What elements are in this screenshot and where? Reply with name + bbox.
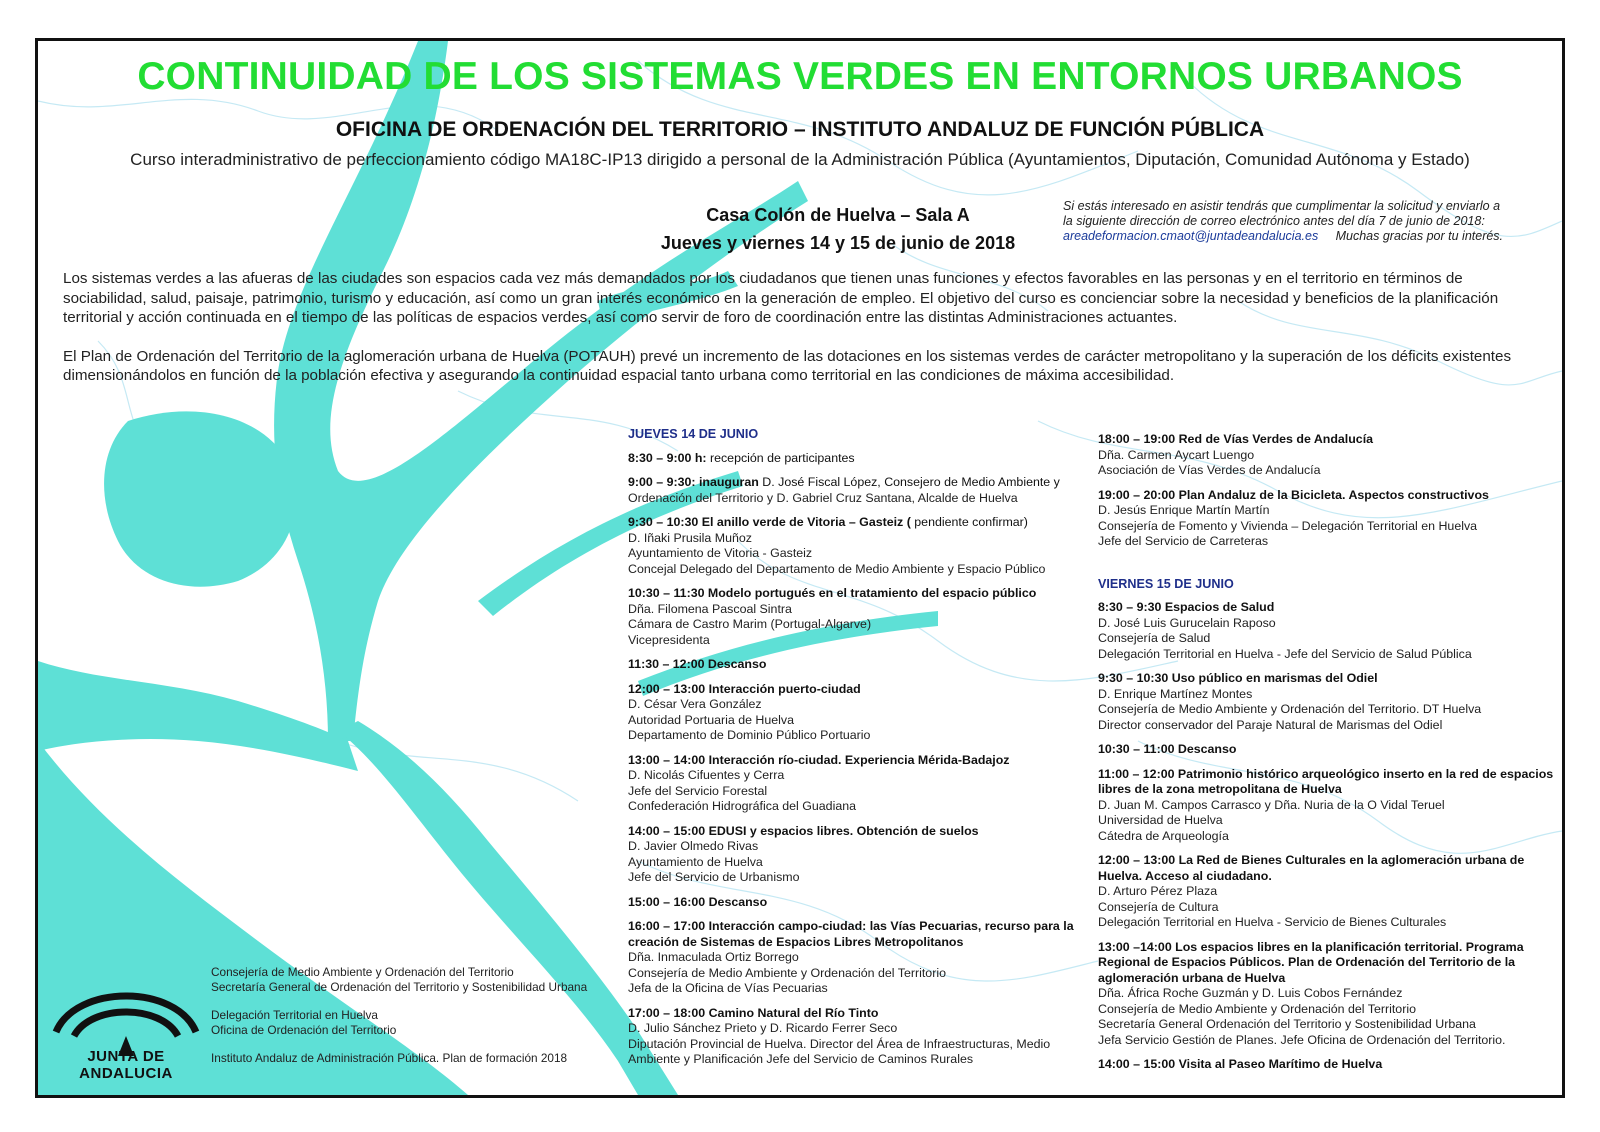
session-time-title: 12:00 – 13:00 Interacción puerto-ciudad [628,681,861,696]
session-speaker-line: Dña. Inmaculada Ortiz Borrego [628,950,799,964]
intro-paragraph-2: El Plan de Ordenación del Territorio de la aglomeración urbana de Huelva (POTAUH) prevé un incremento de las dotaciones en los sistemas verdes de carácter metropolitano y la superación de los déficits existentes dimensionándolos en función de la población efectiva y asegurando la continuidad espacial tanto urbana como territorial en las condiciones de máxima accesibilidad. [63,347,1512,384]
venue-block [608,201,1068,257]
session-title [628,515,1088,531]
session-item [628,753,1088,815]
day-heading-thursday: JUEVES 14 DE JUNIO [628,427,759,441]
session-item [628,657,1088,673]
footer-line-4: Oficina de Ordenación del Territorio [211,1023,397,1037]
session-title [628,475,1088,491]
session-title [628,657,1088,673]
session-time-title: 11:00 – 12:00 Patrimonio histórico arqueológico inserto en la red de espacios libres de la zona metropolitana de Huelva [1098,766,1554,796]
course-description: Curso interadministrativo de perfeccionamiento código MA18C-IP13 dirigido a personal de la Administración Pública (Ayuntamientos, Diputación, Comunidad Autónoma y Estado) [130,150,1470,169]
session-title [628,451,1088,467]
session-item [628,824,1088,886]
logo-wordmark: JUNTA DE ANDALUCIA [79,1048,173,1082]
notice-thanks: Muchas gracias por tu interés. [1335,229,1504,243]
session-time-title: 9:30 – 10:30 El anillo verde de Vitoria – Gasteiz ( [628,515,911,529]
session-title [1098,1057,1558,1073]
session-time-title: 8:30 – 9:00 h: [628,450,707,465]
session-item [1098,940,1558,1049]
session-item [628,475,1088,506]
session-item [1098,853,1558,931]
session-speaker-line: D. Javier Olmedo Rivas [628,839,759,853]
session-title [1098,488,1558,504]
session-title [1098,853,1558,884]
venue-place: Casa Colón de Huelva – Sala A [706,205,970,225]
session-speaker-line: Consejería de Fomento y Vivienda – Delegación Territorial en Huelva [1098,518,1478,533]
session-item [628,1006,1088,1068]
session-title [1098,432,1558,448]
session-item [1098,600,1558,662]
session-speaker-line: Asociación de Vías Verdes de Andalucía [1098,463,1321,477]
footer-line-5: Instituto Andaluz de Administración Pública. Plan de formación 2018 [211,1051,568,1065]
subtitle: OFICINA DE ORDENACIÓN DEL TERRITORIO – INSTITUTO ANDALUZ DE FUNCIÓN PÚBLICA [335,118,1265,141]
session-time-title: 17:00 – 18:00 Camino Natural del Río Tinto [628,1005,879,1020]
session-speaker-line: Diputación Provincial de Huelva. Director del Área de Infraestructuras, Medio Ambiente y Planificación Jefe del Servicio de Caminos Rurales [628,1036,1051,1066]
session-title [628,682,1088,698]
session-speaker-line: Jefe del Servicio Forestal [628,783,768,798]
day-heading-friday: VIERNES 15 DE JUNIO [1098,576,1234,591]
session-time-title: 15:00 – 16:00 Descanso [628,894,768,909]
session-speaker-line: Ayuntamiento de Vitoria - Gasteiz [628,546,813,560]
session-item [1098,488,1558,550]
session-title [628,753,1088,769]
session-speaker-line: Consejería de Medio Ambiente y Ordenación del Territorio. DT Huelva [1098,702,1482,716]
session-time-title: 10:30 – 11:30 Modelo portugués en el tratamiento del espacio público [628,586,1037,600]
session-speaker-line: Consejería de Medio Ambiente y Ordenación del Territorio [1098,1001,1416,1016]
session-speaker-line: Concejal Delegado del Departamento de Medio Ambiente y Espacio Público [628,561,1046,576]
session-time-title: 10:30 – 11:00 Descanso [1098,742,1237,756]
session-time-title: 16:00 – 17:00 Interacción campo-ciudad: las Vías Pecuarias, recurso para la creación de Sistemas de Espacios Libres Metropolitanos [628,919,1074,949]
session-speaker-line: Vicepresidenta [628,632,710,647]
registration-notice [1063,199,1553,244]
friday-session-list [1098,600,1558,1073]
session-item [1098,767,1558,845]
session-item [628,895,1088,911]
session-speaker-line: Secretaría General Ordenación del Territorio y Sostenibilidad Urbana [1098,1017,1476,1031]
session-time-title: 13:00 – 14:00 Interacción río-ciudad. Experiencia Mérida-Badajoz [628,752,1010,767]
session-speaker-line: Consejería de Salud [1098,631,1211,645]
session-title-detail: pendiente confirmar) [914,515,1028,529]
session-item [1098,1057,1558,1073]
session-speaker-line: D. Nicolás Cifuentes y Cerra [628,768,785,782]
session-speaker-line: D. Enrique Martínez Montes [1098,686,1253,701]
session-item [1098,742,1558,758]
session-time-title: 9:30 – 10:30 Uso público en marismas del Odiel [1098,671,1378,685]
session-speaker-line: Ordenación del Territorio y D. Gabriel Cruz Santana, Alcalde de Huelva [628,490,1018,505]
session-speaker-line: Universidad de Huelva [1098,813,1223,827]
session-speaker-line: Cátedra de Arqueología [1098,828,1229,843]
session-title [1098,767,1558,798]
session-time-title: 19:00 – 20:00 Plan Andaluz de la Bicicleta. Aspectos constructivos [1098,487,1489,502]
session-time-title: 14:00 – 15:00 Visita al Paseo Marítimo de Huelva [1098,1057,1383,1071]
session-title [628,586,1088,602]
session-speaker-line: D. Juan M. Campos Carrasco y Dña. Nuria de la O Vidal Teruel [1098,797,1445,812]
thursday-evening-session-list [1098,432,1558,550]
session-speaker-line: D. Julio Sánchez Prieto y D. Ricardo Ferrer Seco [628,1021,898,1035]
session-speaker-line: Cámara de Castro Marim (Portugal-Algarve) [628,617,872,631]
session-time-title: 9:00 – 9:30: inauguran [628,475,759,489]
session-title [628,1006,1088,1022]
session-time-title: 13:00 –14:00 Los espacios libres en la planificación territorial. Programa Regional de Espacios Públicos. Plan de Ordenación del Territorio de la aglomeración urbana de Huelva [1098,939,1524,985]
session-time-title: 8:30 – 9:30 Espacios de Salud [1098,600,1275,614]
session-speaker-line: Delegación Territorial en Huelva - Jefe del Servicio de Salud Pública [1098,646,1472,661]
session-title-detail: D. José Fiscal López, Consejero de Medio Ambiente y [762,475,1060,489]
session-speaker-line: D. Jesús Enrique Martín Martín [1098,503,1270,517]
session-item [628,586,1088,648]
session-speaker-line: Consejería de Cultura [1098,899,1219,914]
session-speaker-line: D. José Luis Gurucelain Raposo [1098,615,1276,630]
notice-line-3 [1063,229,1553,244]
venue-dates: Jueves y viernes 14 y 15 de junio de 2018 [660,233,1016,253]
session-title [628,824,1088,840]
session-speaker-line: Jefa Servicio Gestión de Planes. Jefe Oficina de Ordenación del Territorio. [1098,1032,1506,1047]
session-title [1098,600,1558,616]
program-right-column [1098,432,1558,1082]
session-speaker-line: Consejería de Medio Ambiente y Ordenación del Territorio [628,965,946,980]
session-speaker-line: Delegación Territorial en Huelva - Servicio de Bienes Culturales [1098,915,1447,929]
session-title [1098,940,1558,987]
session-title-detail: recepción de participantes [709,450,855,465]
session-item [628,919,1088,997]
session-item [1098,671,1558,733]
registration-email-link[interactable]: areadeformacion.cmaot@juntadeandalucia.es [1063,229,1319,243]
session-time-title: 14:00 – 15:00 EDUSI y espacios libres. Obtención de suelos [628,823,979,838]
thursday-session-list [628,451,1088,1068]
session-speaker-line: D. Iñaki Prusila Muñoz [628,530,752,545]
session-title [1098,671,1558,687]
notice-line-1: Si estás interesado en asistir tendrás que cumplimentar la solicitud y enviarlo a [1063,199,1501,213]
session-speaker-line: Ayuntamiento de Huelva [628,854,763,869]
session-speaker-line: Jefe del Servicio de Urbanismo [628,870,800,884]
intro-text [63,269,1538,405]
session-title [628,895,1088,911]
footer-line-3: Delegación Territorial en Huelva [211,1008,378,1022]
session-speaker-line: Autoridad Portuaria de Huelva [628,712,794,727]
session-speaker-line: D. Arturo Pérez Plaza [1098,884,1218,898]
session-speaker-line: Dña. Filomena Pascoal Sintra [628,601,792,616]
session-speaker-line: D. César Vera González [628,697,762,711]
session-speaker-line: Director conservador del Paraje Natural de Marismas del Odiel [1098,717,1443,732]
intro-paragraph-1: Los sistemas verdes a las afueras de las ciudades son espacios cada vez más demandados por los ciudadanos que tienen unas funciones y efectos favorables en las personas y en el territorio en términos de sociabilidad, salud, paisaje, patrimonio, turismo y educación, así como un gran interés económico en la generación de empleo. El objetivo del curso es concienciar sobre la necesidad y beneficios de la planificación territorial y acción continuada en el tiempo de las políticas de espacios verdes, así como servir de foro de coordinación entre las distintas Administraciones actuantes. [63,270,1499,326]
session-speaker-line: Dña. Carmen Aycart Luengo [1098,447,1255,462]
session-speaker-line: Jefe del Servicio de Carreteras [1098,534,1269,548]
session-item [628,451,1088,467]
poster-frame [35,38,1565,1098]
footer-line-1: Consejería de Medio Ambiente y Ordenación del Territorio [211,965,514,979]
session-item [628,515,1088,577]
session-speaker-line: Jefa de la Oficina de Vías Pecuarias [628,981,828,995]
session-speaker-line: Dña. África Roche Guzmán y D. Luis Cobos Fernández [1098,986,1403,1000]
session-title [628,919,1088,950]
session-time-title: 18:00 – 19:00 Red de Vías Verdes de Andalucía [1098,432,1374,446]
notice-line-2: la siguiente dirección de correo electrónico antes del día 7 de junio de 2018: [1063,214,1485,228]
session-speaker-line: Confederación Hidrográfica del Guadiana [628,799,856,813]
session-item [1098,432,1558,479]
program-thursday [628,427,1088,1077]
session-title [1098,742,1558,758]
footer-credits [211,965,611,1066]
session-speaker-line: Departamento de Dominio Público Portuario [628,728,871,742]
session-item [628,682,1088,744]
main-title: CONTINUIDAD DE LOS SISTEMAS VERDES EN ENTORNOS URBANOS [137,55,1463,98]
footer-line-2: Secretaría General de Ordenación del Territorio y Sostenibilidad Urbana [211,980,588,994]
session-time-title: 11:30 – 12:00 Descanso [628,657,767,671]
session-time-title: 12:00 – 13:00 La Red de Bienes Culturales en la aglomeración urbana de Huelva. Acceso al ciudadano. [1098,853,1525,883]
